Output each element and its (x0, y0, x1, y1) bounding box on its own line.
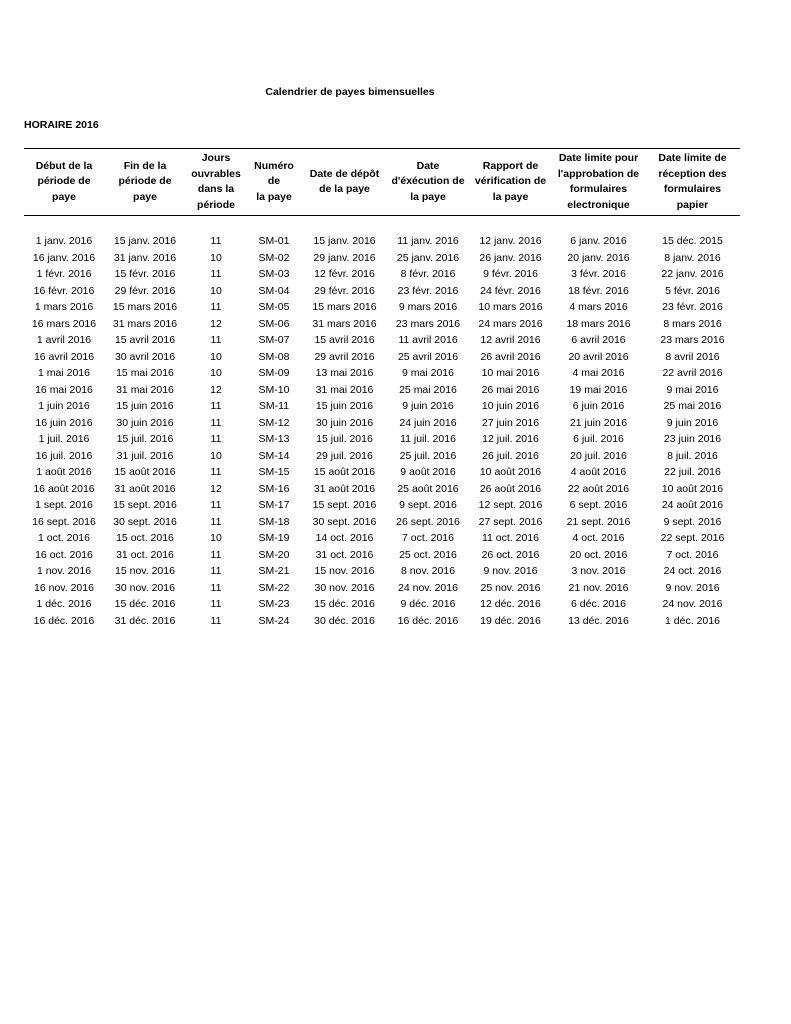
deposit-date-cell: 15 juin 2016 (315, 400, 374, 412)
paper-deadline-cell: 10 août 2016 (661, 482, 724, 495)
table-spacer-cell (24, 216, 740, 234)
table-row (24, 596, 740, 613)
period-end-cell: 30 sept. 2016 (113, 515, 177, 528)
paper-deadline-cell: 8 janv. 2016 (664, 251, 721, 264)
pay-number-cell: SM-20 (258, 548, 290, 561)
paper-deadline-cell: 24 août 2016 (661, 499, 724, 511)
electronic-deadline-cell: 4 mai 2016 (572, 367, 625, 379)
paper-deadline-cell: 5 févr. 2016 (665, 284, 720, 297)
electronic-deadline-cell: 19 mai 2016 (569, 383, 628, 396)
paper-deadline-cell: 24 nov. 2016 (662, 598, 723, 610)
pay-number-cell: SM-06 (258, 317, 290, 330)
period-start-cell: 1 févr. 2016 (36, 268, 92, 280)
execution-date-cell: 8 févr. 2016 (400, 268, 456, 280)
pay-number-cell: SM-07 (258, 334, 290, 346)
electronic-deadline-cell: 4 août 2016 (570, 466, 627, 478)
electronic-deadline-cell: 4 mars 2016 (569, 301, 628, 313)
electronic-deadline-cell: 6 juin 2016 (572, 400, 625, 412)
table-row (24, 250, 740, 267)
deposit-date-cell: 31 oct. 2016 (315, 548, 374, 561)
table-row (24, 497, 740, 514)
column-header-verification-report: Rapport de vérification de la paye (474, 159, 547, 203)
table-row (24, 283, 740, 300)
execution-date-cell: 9 mai 2016 (402, 367, 454, 379)
execution-date-cell: 25 avril 2016 (397, 350, 459, 363)
period-end-cell: 15 mai 2016 (116, 367, 174, 379)
table-row (24, 547, 740, 564)
period-start-cell: 16 mars 2016 (31, 317, 97, 330)
execution-date-cell: 7 oct. 2016 (402, 532, 454, 544)
working-days-cell: 11 (210, 235, 222, 247)
pay-number-cell: SM-22 (258, 581, 290, 594)
column-header-paper-deadline: Date limite de réception des formulaires papier (658, 152, 727, 211)
pay-number-cell: SM-09 (258, 367, 290, 379)
table-row (24, 382, 740, 399)
working-days-cell: 11 (210, 598, 222, 610)
paper-deadline-cell: 1 déc. 2016 (665, 614, 720, 627)
electronic-deadline-cell: 21 sept. 2016 (566, 515, 631, 528)
electronic-deadline-cell: 21 juin 2016 (569, 416, 628, 429)
paper-deadline-cell: 9 nov. 2016 (665, 581, 720, 594)
period-end-cell: 31 janv. 2016 (113, 251, 177, 264)
working-days-cell: 11 (210, 581, 222, 594)
period-end-cell: 30 nov. 2016 (115, 581, 175, 594)
deposit-date-cell: 31 août 2016 (313, 482, 376, 495)
column-header-pay-number: Numéro de la paye (254, 159, 294, 203)
working-days-cell: 12 (210, 482, 222, 495)
table-row (24, 580, 740, 597)
pay-number-cell: SM-17 (258, 499, 290, 511)
pay-number-cell: SM-04 (258, 284, 290, 297)
table-row (24, 431, 740, 448)
pay-number-cell: SM-03 (258, 268, 290, 280)
period-start-cell: 1 oct. 2016 (38, 532, 90, 544)
period-start-cell: 16 déc. 2016 (33, 614, 95, 627)
pay-number-cell: SM-14 (258, 449, 290, 462)
verification-report-cell: 10 mars 2016 (478, 301, 543, 313)
deposit-date-cell: 15 avril 2016 (314, 334, 375, 346)
electronic-deadline-cell: 6 juil. 2016 (573, 433, 624, 445)
deposit-date-cell: 29 avril 2016 (314, 350, 375, 363)
paper-deadline-cell: 22 avril 2016 (662, 367, 723, 379)
period-end-cell: 15 nov. 2016 (115, 565, 175, 577)
period-start-cell: 1 juil. 2016 (38, 433, 90, 445)
deposit-date-cell: 30 déc. 2016 (314, 614, 375, 627)
table-row (24, 299, 740, 316)
table-row (24, 233, 740, 250)
period-start-cell: 1 mai 2016 (38, 367, 90, 379)
electronic-deadline-cell: 6 sept. 2016 (569, 499, 628, 511)
verification-report-cell: 27 juin 2016 (481, 416, 540, 429)
period-start-cell: 1 déc. 2016 (36, 598, 92, 610)
table-row (24, 349, 740, 366)
period-start-cell: 16 juin 2016 (35, 416, 93, 429)
period-end-cell: 15 janv. 2016 (113, 235, 177, 247)
execution-date-cell: 25 janv. 2016 (396, 251, 460, 264)
deposit-date-cell: 31 mars 2016 (312, 317, 377, 330)
period-end-cell: 15 mars 2016 (112, 301, 178, 313)
table-spacer-row (24, 216, 740, 234)
column-header-execution-date: Date d'éxécution de la paye (391, 159, 465, 203)
execution-date-cell: 25 août 2016 (397, 482, 459, 495)
paper-deadline-cell: 25 mai 2016 (663, 400, 722, 412)
pay-number-cell: SM-11 (258, 400, 290, 412)
period-end-cell: 31 déc. 2016 (114, 614, 176, 627)
table-row (24, 514, 740, 531)
working-days-cell: 11 (210, 416, 222, 429)
verification-report-cell: 10 juin 2016 (481, 400, 540, 412)
verification-report-cell: 10 mai 2016 (481, 367, 540, 379)
deposit-date-cell: 15 janv. 2016 (313, 235, 376, 247)
period-start-cell: 16 juil. 2016 (35, 449, 93, 462)
period-start-cell: 1 mars 2016 (34, 301, 94, 313)
table-row (24, 398, 740, 415)
deposit-date-cell: 15 mars 2016 (312, 301, 377, 313)
column-header-period-start: Début de la période de paye (35, 159, 93, 203)
column-header-deposit-date: Date de dépôt de la paye (309, 167, 380, 195)
pay-number-cell: SM-12 (258, 416, 290, 429)
verification-report-cell: 12 sept. 2016 (478, 499, 543, 511)
table-row (24, 613, 740, 630)
execution-date-cell: 25 juil. 2016 (399, 449, 457, 462)
electronic-deadline-cell: 6 janv. 2016 (570, 235, 627, 247)
pay-number-cell: SM-02 (258, 251, 290, 264)
execution-date-cell: 9 déc. 2016 (400, 598, 456, 610)
paper-deadline-cell: 22 sept. 2016 (660, 532, 725, 544)
period-start-cell: 1 août 2016 (36, 466, 92, 478)
electronic-deadline-cell: 18 févr. 2016 (568, 284, 629, 297)
table-body (24, 216, 740, 630)
execution-date-cell: 9 juin 2016 (402, 400, 454, 412)
working-days-cell: 10 (210, 350, 222, 363)
period-start-cell: 16 sept. 2016 (32, 515, 96, 528)
working-days-cell: 11 (210, 301, 222, 313)
verification-report-cell: 9 nov. 2016 (483, 565, 538, 577)
verification-report-cell: 24 mars 2016 (478, 317, 543, 330)
period-start-cell: 1 avril 2016 (36, 334, 92, 346)
verification-report-cell: 12 avril 2016 (480, 334, 541, 346)
working-days-cell: 11 (210, 268, 222, 280)
period-end-cell: 15 déc. 2016 (114, 598, 176, 610)
period-end-cell: 15 août 2016 (114, 466, 176, 478)
working-days-cell: 10 (210, 449, 222, 462)
working-days-cell: 11 (210, 548, 222, 561)
deposit-date-cell: 12 févr. 2016 (314, 268, 375, 280)
working-days-cell: 11 (210, 433, 222, 445)
electronic-deadline-cell: 18 mars 2016 (566, 317, 631, 330)
electronic-deadline-cell: 20 oct. 2016 (569, 548, 628, 561)
table-row (24, 563, 740, 580)
working-days-cell: 10 (210, 251, 222, 264)
verification-report-cell: 26 mai 2016 (481, 383, 540, 396)
table-row (24, 316, 740, 333)
pay-number-cell: SM-05 (258, 301, 290, 313)
pay-number-cell: SM-15 (258, 466, 290, 478)
deposit-date-cell: 29 juil. 2016 (316, 449, 373, 462)
period-end-cell: 31 mars 2016 (112, 317, 178, 330)
verification-report-cell: 10 août 2016 (479, 466, 542, 478)
table-row (24, 365, 740, 382)
electronic-deadline-cell: 22 août 2016 (567, 482, 630, 495)
pay-number-cell: SM-01 (258, 235, 290, 247)
column-header-working-days: Jours ouvrables dans la période (191, 152, 241, 211)
table-row (24, 464, 740, 481)
electronic-deadline-cell: 21 nov. 2016 (568, 581, 629, 594)
execution-date-cell: 26 sept. 2016 (396, 515, 460, 528)
working-days-cell: 11 (210, 499, 222, 511)
period-start-cell: 16 mai 2016 (35, 383, 93, 396)
verification-report-cell: 26 avril 2016 (480, 350, 541, 363)
execution-date-cell: 24 juin 2016 (399, 416, 457, 429)
execution-date-cell: 9 août 2016 (400, 466, 456, 478)
working-days-cell: 11 (210, 400, 222, 412)
verification-report-cell: 25 nov. 2016 (480, 581, 541, 594)
paper-deadline-cell: 8 avril 2016 (665, 350, 720, 363)
deposit-date-cell: 15 juil. 2016 (316, 433, 373, 445)
electronic-deadline-cell: 20 avril 2016 (568, 350, 629, 363)
paper-deadline-cell: 24 oct. 2016 (663, 565, 722, 577)
electronic-deadline-cell: 4 oct. 2016 (572, 532, 625, 544)
execution-date-cell: 23 févr. 2016 (397, 284, 459, 297)
paper-deadline-cell: 9 juin 2016 (666, 416, 719, 429)
pay-number-cell: SM-21 (258, 565, 290, 577)
period-start-cell: 1 sept. 2016 (35, 499, 93, 511)
table-header-row (24, 149, 740, 216)
electronic-deadline-cell: 20 janv. 2016 (567, 251, 630, 264)
paper-deadline-cell: 8 mars 2016 (663, 317, 722, 330)
verification-report-cell: 27 sept. 2016 (478, 515, 543, 528)
deposit-date-cell: 15 août 2016 (313, 466, 376, 478)
table-row (24, 332, 740, 349)
execution-date-cell: 11 janv. 2016 (397, 235, 459, 247)
pay-number-cell: SM-24 (258, 614, 290, 627)
period-start-cell: 16 oct. 2016 (35, 548, 93, 561)
period-end-cell: 29 févr. 2016 (114, 284, 176, 297)
working-days-cell: 11 (210, 614, 222, 627)
execution-date-cell: 16 déc. 2016 (397, 614, 459, 627)
electronic-deadline-cell: 3 févr. 2016 (571, 268, 626, 280)
deposit-date-cell: 15 nov. 2016 (314, 565, 375, 577)
pay-number-cell: SM-19 (258, 532, 290, 544)
period-end-cell: 15 oct. 2016 (116, 532, 174, 544)
period-end-cell: 15 avril 2016 (114, 334, 176, 346)
period-start-cell: 16 janv. 2016 (32, 251, 96, 264)
pay-number-cell: SM-13 (258, 433, 290, 445)
deposit-date-cell: 30 sept. 2016 (312, 515, 377, 528)
working-days-cell: 11 (210, 565, 222, 577)
deposit-date-cell: 30 nov. 2016 (314, 581, 375, 594)
execution-date-cell: 25 oct. 2016 (399, 548, 457, 561)
verification-report-cell: 19 déc. 2016 (480, 614, 541, 627)
period-end-cell: 15 sept. 2016 (113, 499, 177, 511)
pay-number-cell: SM-10 (258, 383, 290, 396)
period-end-cell: 30 avril 2016 (114, 350, 176, 363)
working-days-cell: 10 (210, 284, 222, 297)
paper-deadline-cell: 7 oct. 2016 (666, 548, 719, 561)
pay-number-cell: SM-08 (258, 350, 290, 363)
period-start-cell: 1 nov. 2016 (36, 565, 92, 577)
pay-calendar-table (24, 148, 740, 629)
period-start-cell: 16 août 2016 (33, 482, 95, 495)
working-days-cell: 10 (210, 367, 222, 379)
working-days-cell: 11 (210, 515, 222, 528)
table-row (24, 481, 740, 498)
electronic-deadline-cell: 6 avril 2016 (571, 334, 626, 346)
pay-number-cell: SM-16 (258, 482, 290, 495)
paper-deadline-cell: 22 juil. 2016 (664, 466, 721, 478)
table-row (24, 530, 740, 547)
execution-date-cell: 9 mars 2016 (398, 301, 458, 313)
execution-date-cell: 9 sept. 2016 (399, 499, 457, 511)
verification-report-cell: 12 déc. 2016 (480, 598, 541, 610)
period-start-cell: 16 nov. 2016 (34, 581, 94, 594)
electronic-deadline-cell: 6 déc. 2016 (571, 598, 626, 610)
paper-deadline-cell: 23 mars 2016 (660, 334, 725, 346)
deposit-date-cell: 13 mai 2016 (315, 367, 374, 379)
execution-date-cell: 25 mai 2016 (399, 383, 457, 396)
paper-deadline-cell: 9 mai 2016 (666, 383, 719, 396)
table-row (24, 448, 740, 465)
verification-report-cell: 26 janv. 2016 (479, 251, 542, 264)
execution-date-cell: 24 nov. 2016 (398, 581, 458, 594)
electronic-deadline-cell: 13 déc. 2016 (568, 614, 629, 627)
verification-report-cell: 9 févr. 2016 (483, 268, 538, 280)
working-days-cell: 11 (210, 466, 222, 478)
verification-report-cell: 26 août 2016 (479, 482, 542, 495)
paper-deadline-cell: 8 juil. 2016 (667, 449, 718, 462)
working-days-cell: 10 (210, 532, 222, 544)
paper-deadline-cell: 23 févr. 2016 (662, 301, 723, 313)
execution-date-cell: 8 nov. 2016 (400, 565, 456, 577)
execution-date-cell: 11 avril 2016 (398, 334, 458, 346)
period-start-cell: 16 avril 2016 (33, 350, 95, 363)
period-end-cell: 15 févr. 2016 (114, 268, 176, 280)
table-row (24, 266, 740, 283)
document-title: Calendrier de payes bimensuelles (265, 86, 435, 98)
deposit-date-cell: 31 mai 2016 (315, 383, 374, 396)
period-start-cell: 1 janv. 2016 (35, 235, 93, 247)
period-start-cell: 16 févr. 2016 (33, 284, 95, 297)
verification-report-cell: 12 janv. 2016 (479, 235, 542, 247)
period-end-cell: 31 oct. 2016 (116, 548, 174, 561)
paper-deadline-cell: 22 janv. 2016 (661, 268, 724, 280)
deposit-date-cell: 30 juin 2016 (315, 416, 374, 429)
document-subtitle: HORAIRE 2016 (24, 119, 99, 131)
execution-date-cell: 11 juil. 2016 (400, 433, 456, 445)
deposit-date-cell: 29 févr. 2016 (314, 284, 375, 297)
paper-deadline-cell: 9 sept. 2016 (663, 515, 722, 528)
column-header-period-end: Fin de la période de paye (118, 159, 172, 203)
period-end-cell: 15 juin 2016 (116, 400, 174, 412)
deposit-date-cell: 14 oct. 2016 (315, 532, 374, 544)
period-end-cell: 31 mai 2016 (116, 383, 174, 396)
verification-report-cell: 26 juil. 2016 (482, 449, 539, 462)
table-row (24, 415, 740, 432)
period-end-cell: 31 juil. 2016 (116, 449, 174, 462)
execution-date-cell: 23 mars 2016 (395, 317, 461, 330)
column-header-electronic-deadline: Date limite pour l'approbation de formulaires electronique (557, 152, 640, 211)
pay-number-cell: SM-18 (258, 515, 290, 528)
pay-number-cell: SM-23 (258, 598, 290, 610)
period-end-cell: 30 juin 2016 (116, 416, 174, 429)
working-days-cell: 12 (210, 383, 222, 396)
paper-deadline-cell: 23 juin 2016 (663, 433, 722, 445)
verification-report-cell: 26 oct. 2016 (481, 548, 540, 561)
deposit-date-cell: 29 janv. 2016 (313, 251, 376, 264)
period-end-cell: 15 juil. 2016 (116, 433, 174, 445)
deposit-date-cell: 15 déc. 2016 (314, 598, 375, 610)
verification-report-cell: 12 juil. 2016 (482, 433, 539, 445)
verification-report-cell: 11 oct. 2016 (481, 532, 540, 544)
period-end-cell: 31 août 2016 (114, 482, 176, 495)
working-days-cell: 12 (210, 317, 222, 330)
verification-report-cell: 24 févr. 2016 (480, 284, 541, 297)
paper-deadline-cell: 15 déc. 2015 (662, 235, 723, 247)
electronic-deadline-cell: 3 nov. 2016 (571, 565, 626, 577)
period-start-cell: 1 juin 2016 (38, 400, 90, 412)
deposit-date-cell: 15 sept. 2016 (312, 499, 377, 511)
electronic-deadline-cell: 20 juil. 2016 (570, 449, 627, 462)
working-days-cell: 11 (210, 334, 222, 346)
